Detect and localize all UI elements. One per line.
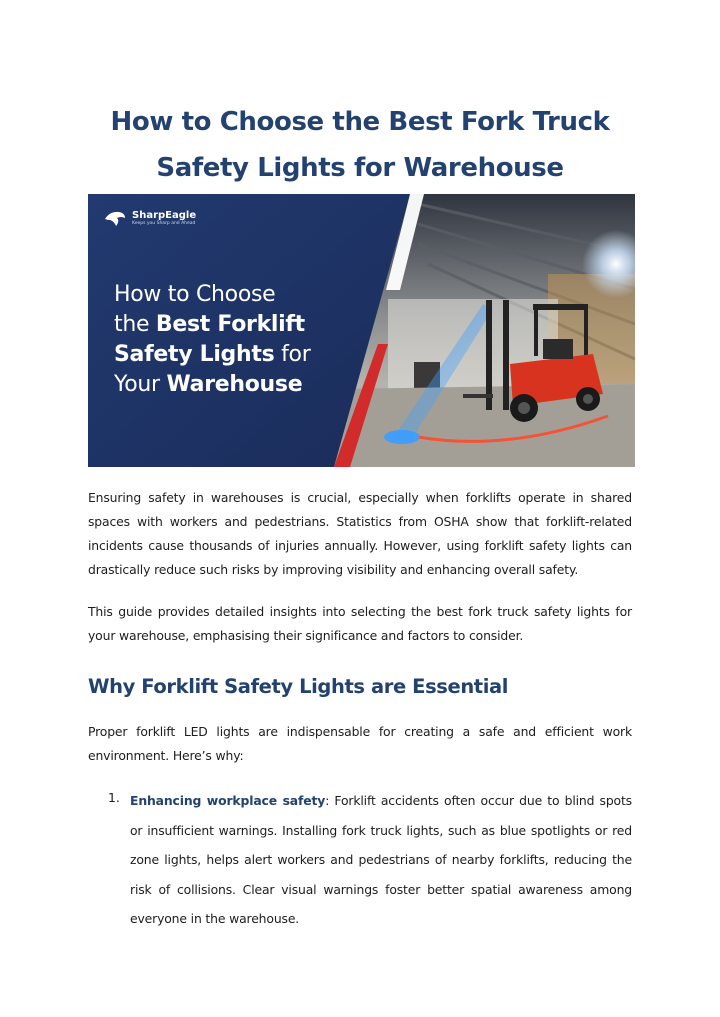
intro-paragraph: Ensuring safety in warehouses is crucial, especially when forklifts operate in shared spaces with workers and pedestrians. Statistics from OSHA show that forklift-related incidents cause thousands of injuries annually. However, using forklift safety lights can drastically reduce such risks by improving visibility and enhancing overall safety.: [88, 490, 632, 577]
hero-line-3: Safety Lights for: [114, 342, 311, 367]
brand-name: SharpEagle: [132, 210, 197, 221]
list-item-number: 1.: [108, 790, 120, 805]
hero-banner-image: [88, 194, 635, 467]
hero-headline: [114, 280, 374, 400]
eagle-logo-icon: [104, 210, 126, 228]
hero-line-4: Your Warehouse: [114, 372, 303, 397]
brand-logo: [104, 210, 196, 228]
hero-line-1: How to Choose: [114, 282, 276, 307]
brand-tagline: Keeps you Sharp and Ahead: [132, 221, 196, 226]
page-title-line-1: How to Choose the Best Fork Truck: [110, 107, 610, 138]
section-heading: Why Forklift Safety Lights are Essential: [88, 675, 509, 698]
list-item-text: : Forklift accidents often occur due to blind spots or insufficient warnings. Installing fork truck lights, such as blue spotlights or red zone lights, helps alert workers and pedestrians of nearby forklifts, reducing the risk of collisions. Clear visual warnings foster better spatial awareness among everyone in the warehouse.: [130, 793, 632, 927]
guide-paragraph: This guide provides detailed insights into selecting the best fork truck safety lights for your warehouse, emphasising their significance and factors to consider.: [88, 604, 632, 643]
hero-line-2: the Best Forklift: [114, 312, 305, 337]
page-title-line-2: Safety Lights for Warehouse: [156, 153, 564, 184]
page-title: [60, 99, 660, 191]
section-intro-paragraph: Proper forklift LED lights are indispensable for creating a safe and efficient work environment. Here’s why:: [88, 724, 632, 763]
list-item-lead: Enhancing workplace safety: [130, 793, 326, 808]
list-item: [130, 786, 632, 934]
